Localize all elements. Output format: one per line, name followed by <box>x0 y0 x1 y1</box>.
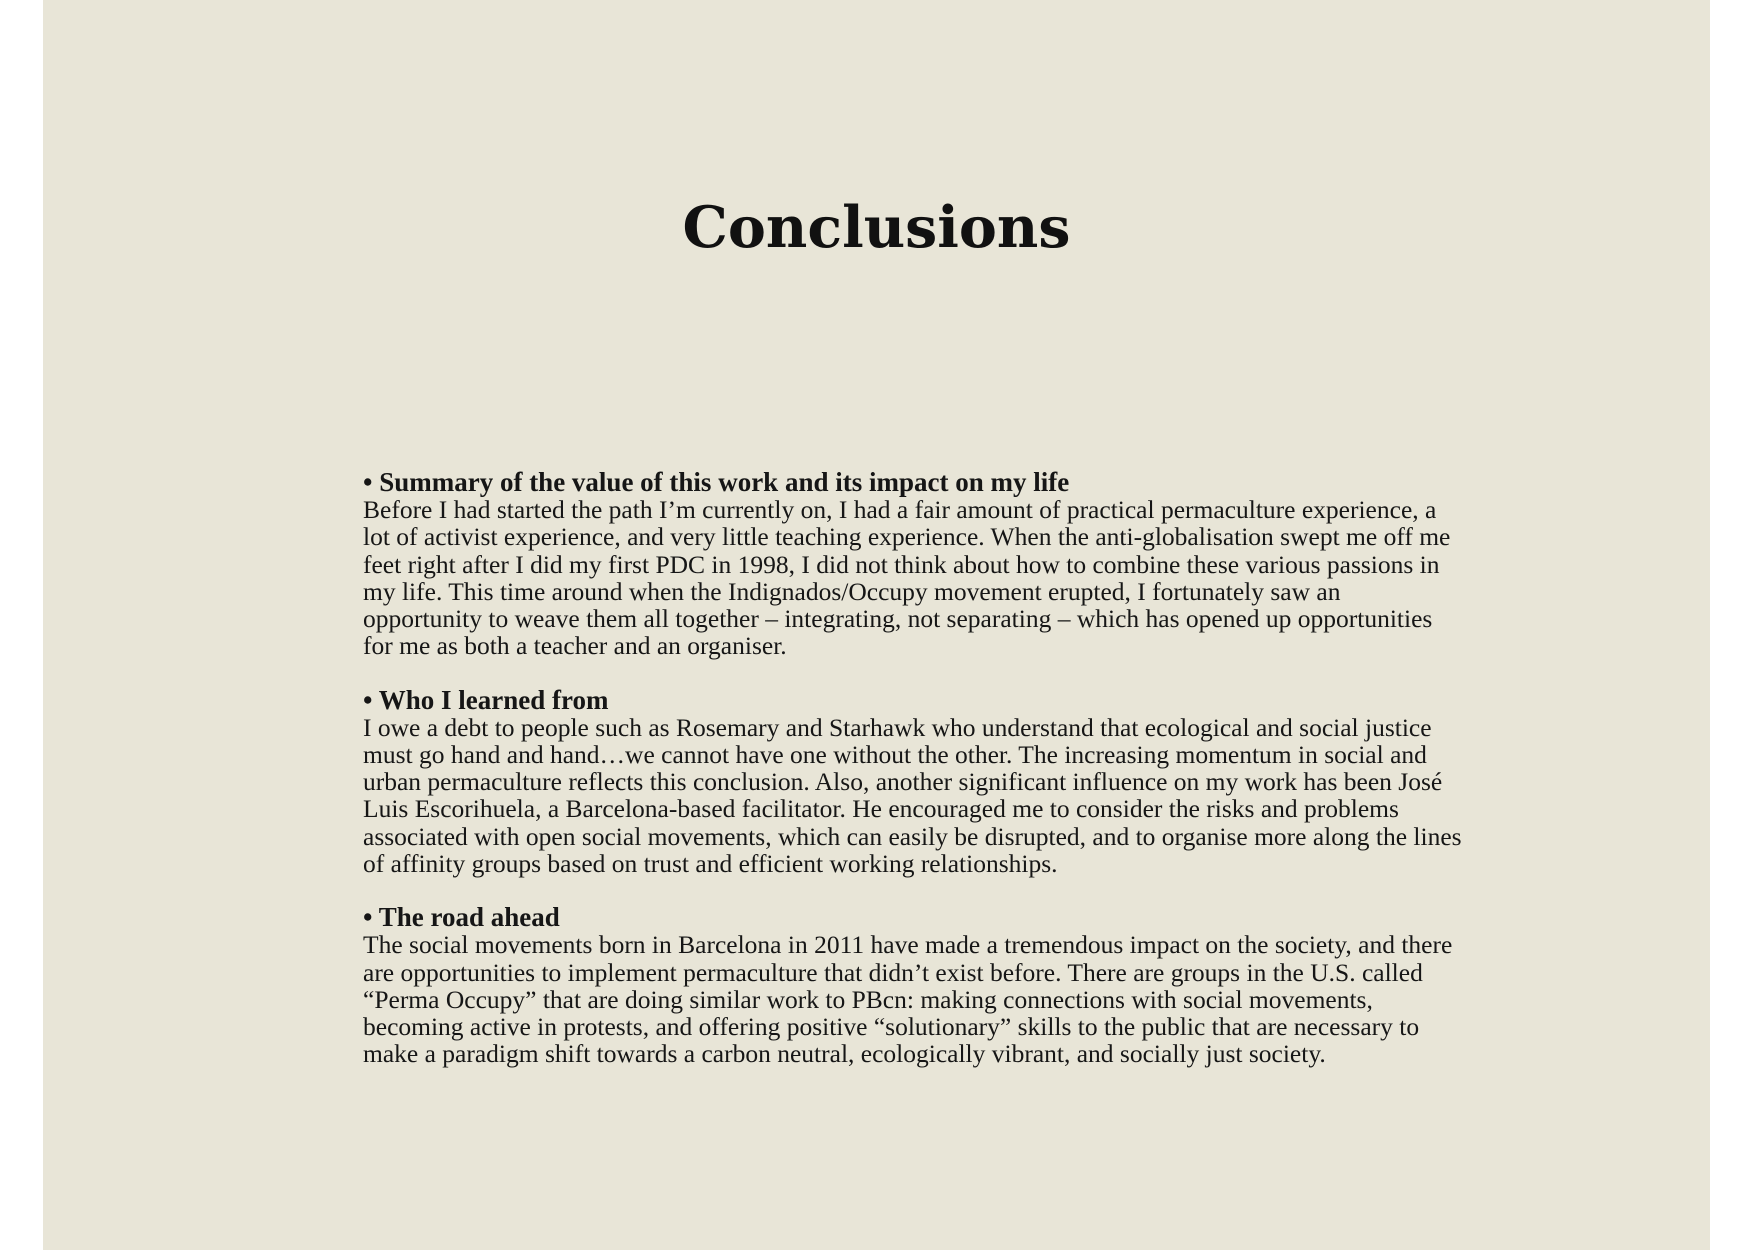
section-body: I owe a debt to people such as Rosemary and Starhawk who understand that ecological and social justice must go hand and hand…we cannot have one without the other. The increasing momentum in social and urban permaculture reflects this conclusion. Also, another significant influence on my work has been José Luis Escorihuela, a Barcelona-based facilitator. He encouraged me to consider the risks and problems associated with open social movements, which can easily be disrupted, and to organise more along the lines of affinity groups based on trust and efficient working relationships. <box>363 712 1462 878</box>
section-body: Before I had started the path I’m currently on, I had a fair amount of practical permaculture experience, a lot of activist experience, and very little teaching experience. When the anti-globalisation swept me off me feet right after I did my first PDC in 1998, I did not think about how to combine these various passions in my life. This time around when the Indignados/Occupy movement erupted, I fortunately saw an opportunity to weave them all together – integrating, not separating – which has opened up opportunities for me as both a teacher and an organiser. <box>363 495 1451 661</box>
section-who-i-learned-from <box>363 684 1463 878</box>
section-heading: • The road ahead <box>363 902 560 933</box>
slide-title: Conclusions <box>682 194 1071 261</box>
section-heading: • Who I learned from <box>363 684 609 715</box>
slide-content <box>363 469 1463 1095</box>
section-road-ahead <box>363 904 1463 1067</box>
section-body: The social movements born in Barcelona in 2011 have made a tremendous impact on the society, and there are opportunities to implement permaculture that didn’t exist before. There are groups in the U.S. called “Perma Occupy” that are doing similar work to PBcn: making connections with social movements, becoming active in protests, and offering positive “solutionary” skills to the public that are necessary to make a paradigm shift towards a carbon neutral, ecologically vibrant, and socially just society. <box>363 930 1453 1069</box>
section-summary <box>363 469 1463 659</box>
slide <box>43 0 1710 1250</box>
section-heading: • Summary of the value of this work and its impact on my life <box>363 467 1070 497</box>
